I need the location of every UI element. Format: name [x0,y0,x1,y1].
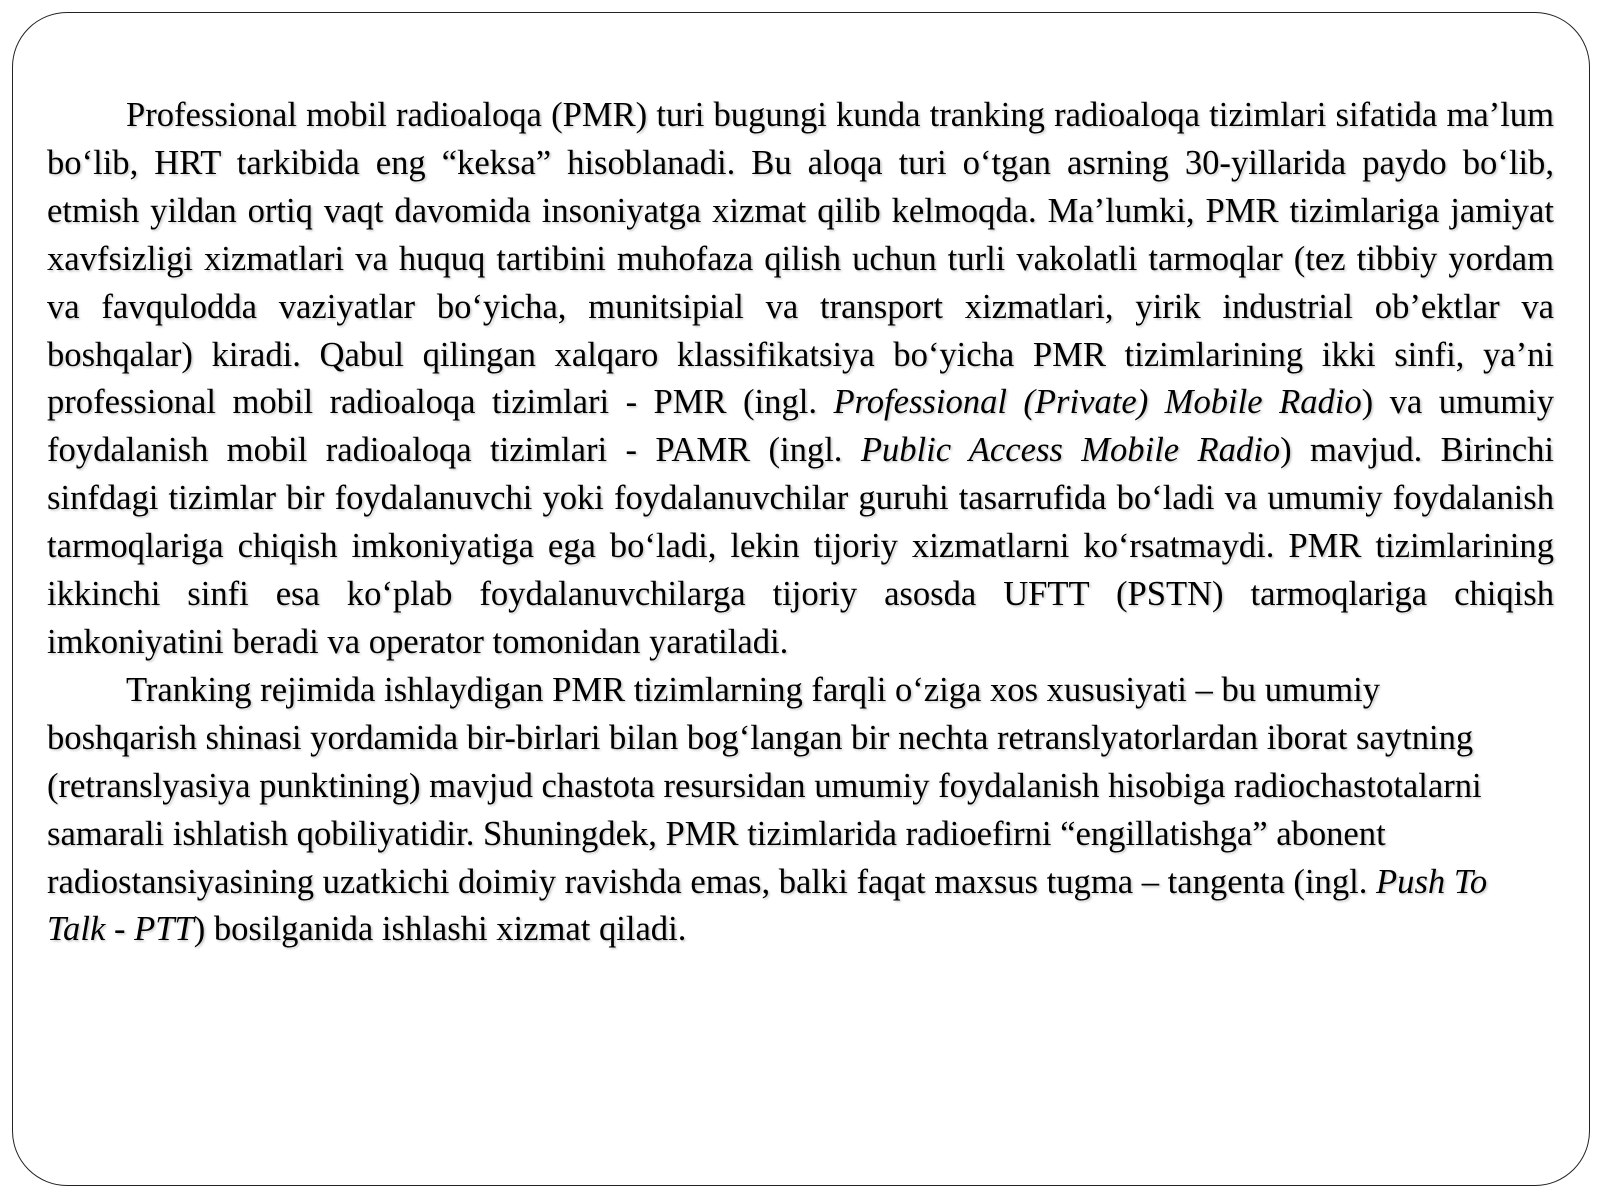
italic-term: Push To Talk - PTT [47,862,1488,949]
text-run: ) bosilganida ishlashi xizmat qiladi. [193,910,687,949]
text-run: Tranking rejimida ishlaydigan PMR tizimlarning farqli o‘ziga xos xususiyati – bu umumiy boshqarish shinasi yordamida bir-birlari bilan bog‘langan bir nechta retranslyatorlardan iborat saytning (retranslyasiya punktining) mavjud chastota resursidan umumiy foydalanish hisobiga radiochastotalarni samarali ishlatish qobiliyatidir. Shuningdek, PMR tizimlarida radioefirni “engillatishga” abonent radiostansiyasining uzatkichi doimiy ravishda emas, balki faqat maxsus tugma – tangenta (ingl. [47,670,1482,901]
text-run: ) va umumiy foydalanish mobil radioaloqa tizimlari - PAMR (ingl. [47,383,1554,470]
text-run: Professional mobil radioaloqa (PMR) turi bugungi kunda tranking radioaloqa tizimlari sifatida ma’lum bo‘lib, HRT tarkibida eng “keksa” hisoblanadi. Bu aloqa turi o‘tgan asrning 30-yillarida paydo bo‘lib, etmish yildan ortiq vaqt davomida insoniyatga xizmat qilib kelmoqda. Ma’lumki, PMR tizimlariga jamiyat xavfsizligi xizmatlari va huquq tartibini muhofaza qilish uchun turli vakolatli tarmoqlar (tez tibbiy yordam va favqulodda vaziyatlar bo‘yicha, munitsipial va transport xizmatlari, yirik industrial ob’ektlar va boshqalar) kiradi. Qabul qilingan xalqaro klassifikatsiya bo‘yicha PMR tizimlarining ikki sinfi, ya’ni professional mobil radioaloqa tizimlari - PMR (ingl. [47,96,1554,422]
text-run: ) mavjud. Birinchi sinfdagi tizimlar bir foydalanuvchi yoki foydalanuvchilar guruhi tasarrufida bo‘ladi va umumiy foydalanish tarmoqlariga chiqish imkoniyatiga ega bo‘ladi, lekin tijoriy xizmatlarni ko‘rsatmaydi. PMR tizimlarining ikkinchi sinfi esa ko‘plab foydalanuvchilarga tijoriy asosda UFTT (PSTN) tarmoqlariga chiqish imkoniyatini beradi va operator tomonidan yaratiladi. [47,431,1555,661]
paragraph-pmr-overview [47,92,1554,667]
italic-term: Professional (Private) Mobile Radio [833,383,1362,422]
paragraph-trunking-feature [47,667,1512,954]
document-body [47,92,1554,954]
italic-term: Public Access Mobile Radio [860,431,1281,470]
